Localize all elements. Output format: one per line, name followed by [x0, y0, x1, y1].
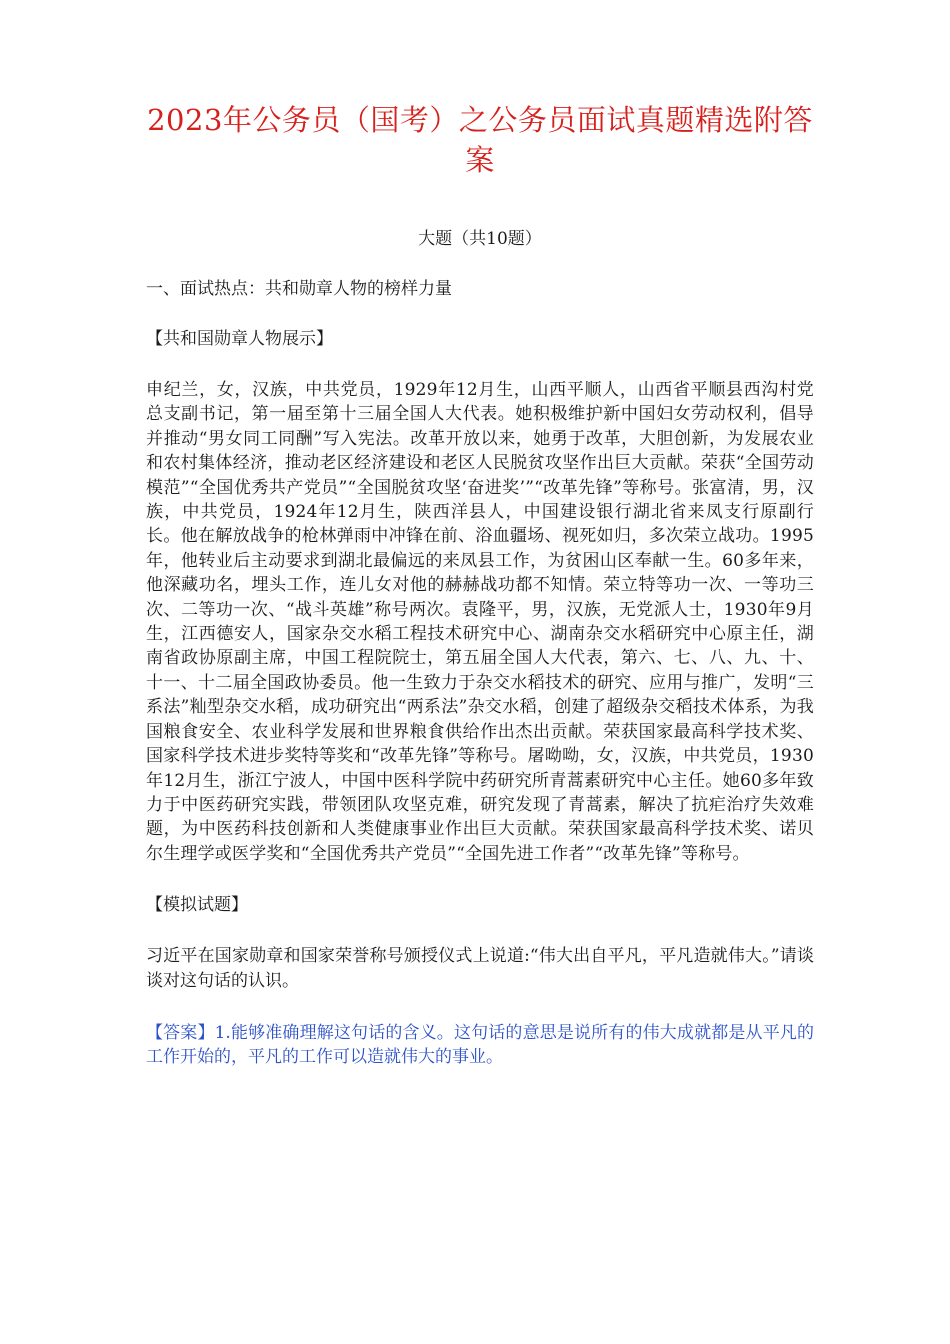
document-title: 2023年公务员（国考）之公务员面试真题精选附答案	[147, 103, 813, 177]
question-count-subtitle: 大题（共10题）	[418, 229, 542, 249]
document-page	[146, 100, 814, 1070]
mock-question-heading: 【模拟试题】	[146, 895, 248, 916]
showcase-heading: 【共和国勋章人物展示】	[146, 329, 333, 349]
answer-paragraph: 【答案】1.能够准确理解这句话的含义。这句话的意思是说所有的伟大成就都是从平凡的工作开始的，平凡的工作可以造就伟大的事业。	[146, 1022, 814, 1068]
showcase-paragraph: 申纪兰，女，汉族，中共党员，1929年12月生，山西平顺人，山西省平顺县西沟村党总支副书记，第一届至第十三届全国人大代表。她积极维护新中国妇女劳动权利，倡导并推动“男女同工同酬”写入宪法。改革开放以来，她勇于改革，大胆创新，为发展农业和农村集体经济，推动老区经济建设和老区人民脱贫攻坚作出巨大贡献。荣获“全国劳动模范”“全国优秀共产党员”“全国脱贫攻坚‘奋进奖’”“改革先锋”等称号。张富清，男，汉族，中共党员，1924年12月生，陕西洋县人，中国建设银行湖北省来凤支行原副行长。他在解放战争的枪林弹雨中冲锋在前、浴血疆场、视死如归，多次荣立战功。1995年，他转业后主动要求到湖北最偏远的来凤县工作，为贫困山区奉献一生。60多年来，他深藏功名，埋头工作，连儿女对他的赫赫战功都不知情。荣立特等功一次、一等功三次、二等功一次、“战斗英雄”称号两次。袁隆平，男，汉族，无党派人士，1930年9月生，江西德安人，国家杂交水稻工程技术研究中心、湖南杂交水稻研究中心原主任，湖南省政协原副主席，中国工程院院士，第五届全国人大代表，第六、七、八、九、十、十一、十二届全国政协委员。他一生致力于杂交水稻技术的研究、应用与推广，发明“三系法”籼型杂交水稻，成功研究出“两系法”杂交水稻，创建了超级杂交稻技术体系，为我国粮食安全、农业科学发展和世界粮食供给作出杰出贡献。荣获国家最高科学技术奖、国家科学技术进步奖特等奖和“改革先锋”等称号。屠呦呦，女，汉族，中共党员，1930年12月生，浙江宁波人，中国中医科学院中药研究所青蒿素研究中心主任。她60多年致力于中医药研究实践，带领团队攻坚克难，研究发现了青蒿素，解决了抗疟治疗失效难题，为中医药科技创新和人类健康事业作出巨大贡献。荣获国家最高科学技术奖、诺贝尔生理学或医学奖和“全国优秀共产党员”“全国先进工作者”“改革先锋”等称号。	[146, 380, 814, 864]
section-heading: 一、面试热点：共和勋章人物的榜样力量	[146, 279, 452, 299]
question-paragraph: 习近平在国家勋章和国家荣誉称号颁授仪式上说道:“伟大出自平凡，平凡造就伟大。”请谈谈对这句话的认识。	[146, 946, 814, 991]
